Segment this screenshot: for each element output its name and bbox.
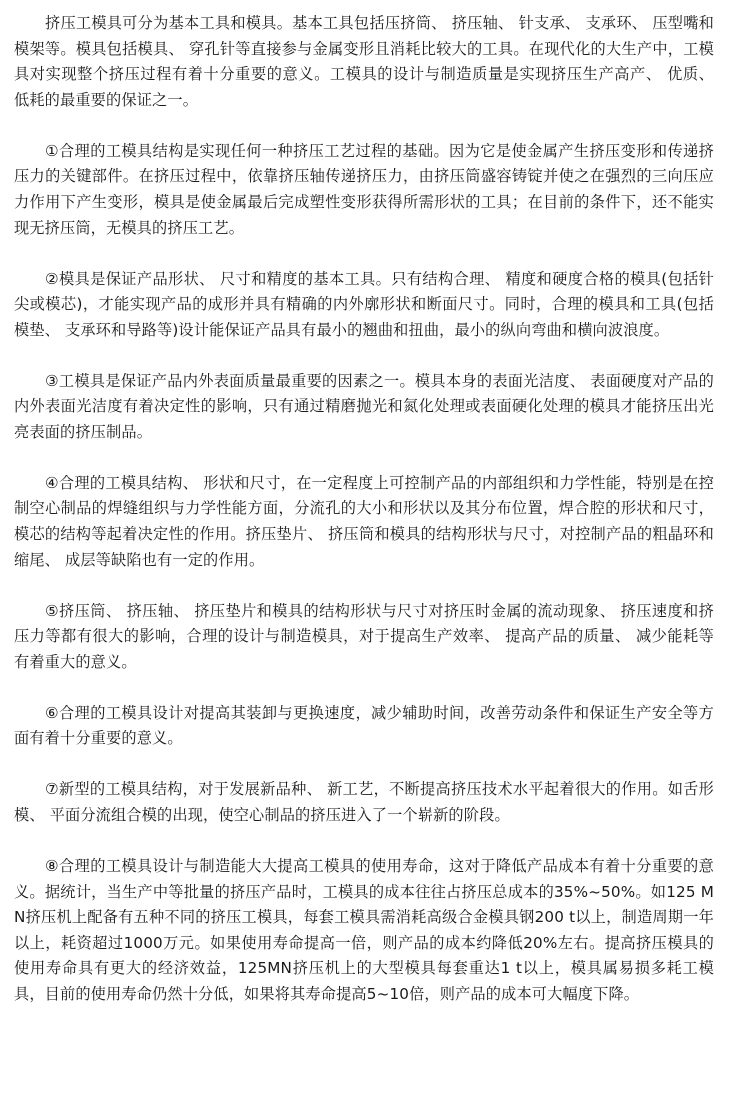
point-1-paragraph: ①合理的工模具结构是实现任何一种挤压工艺过程的基础。因为它是使金属产生挤压变形和传递挤压力的关键部件。在挤压过程中，依靠挤压轴传递挤压力，由挤压筒盛容铸锭并使之在强烈的三向压应力作用下产生变形，模具是使金属最后完成塑性变形获得所需形状的工具；在目前的条件下，还不能实现无挤压筒，无模具的挤压工艺。 xyxy=(14,141,714,237)
point-3-paragraph: ③工模具是保证产品内外表面质量最重要的因素之一。模具本身的表面光洁度、 表面硬度对产品的内外表面光洁度有着决定性的影响，只有通过精磨抛光和氮化处理或表面硬化处理的模具才能挤压出光亮表面的挤压制品。 xyxy=(14,371,714,441)
point-7-paragraph: ⑦新型的工模具结构，对于发展新品种、 新工艺，不断提高挤压技术水平起着很大的作用。如舌形模、 平面分流组合模的出现，使空心制品的挤压进入了一个崭新的阶段。 xyxy=(14,780,714,824)
intro-paragraph: 挤压工模具可分为基本工具和模具。基本工具包括压挤筒、 挤压轴、 针支承、 支承环、 压型嘴和模架等。模具包括模具、 穿孔针等直接参与金属变形且消耗比较大的工具。在现代化的大生产中，工模具对实现整个挤压过程有着十分重要的意义。工模具的设计与制造质量是实现挤压生产高产、 优质、 低耗的最重要的保证之一。 xyxy=(14,14,714,109)
point-4-paragraph: ④合理的工模具结构、 形状和尺寸，在一定程度上可控制产品的内部组织和力学性能，特别是在控制空心制品的焊缝组织与力学性能方面，分流孔的大小和形状以及其分布位置，焊合腔的形状和尺寸，模芯的结构等起着决定性的作用。挤压垫片、 挤压筒和模具的结构形状与尺寸，对控制产品的粗晶环和缩尾、 成层等缺陷也有一定的作用。 xyxy=(14,473,714,569)
point-2-paragraph: ②模具是保证产品形状、 尺寸和精度的基本工具。只有结构合理、 精度和硬度合格的模具(包括针尖或模芯)，才能实现产品的成形并具有精确的内外廓形状和断面尺寸。同时，合理的模具和工具(包括模垫、 支承环和导路等)设计能保证产品具有最小的翘曲和扭曲，最小的纵向弯曲和横向波浪度。 xyxy=(14,269,714,339)
document-body xyxy=(14,11,714,1008)
point-8-paragraph: ⑧合理的工模具设计与制造能大大提高工模具的使用寿命，这对于降低产品成本有着十分重要的意义。据统计，当生产中等批量的挤压产品时，工模具的成本往往占挤压总成本的35%~50%。如125 MN挤压机上配备有五种不同的挤压工模具，每套工模具需消耗高级合金模具钢200 t以上，制造周期一年以上，耗资超过1000万元。如果使用寿命提高一倍，则产品的成本约降低20%左右。提高挤压模具的使用寿命具有更大的经济效益，125MN挤压机上的大型模具每套重达1 t以上，模具属易损多耗工模具，目前的使用寿命仍然十分低，如果将其寿命提高5~10倍，则产品的成本可大幅度下降。 xyxy=(14,856,714,1003)
point-5-paragraph: ⑤挤压筒、 挤压轴、 挤压垫片和模具的结构形状与尺寸对挤压时金属的流动现象、 挤压速度和挤压力等都有很大的影响，合理的设计与制造模具，对于提高生产效率、 提高产品的质量、 减少能耗等有着重大的意义。 xyxy=(14,601,714,671)
point-6-paragraph: ⑥合理的工模具设计对提高其装卸与更换速度，减少辅助时间，改善劳动条件和保证生产安全等方面有着十分重要的意义。 xyxy=(14,703,714,748)
